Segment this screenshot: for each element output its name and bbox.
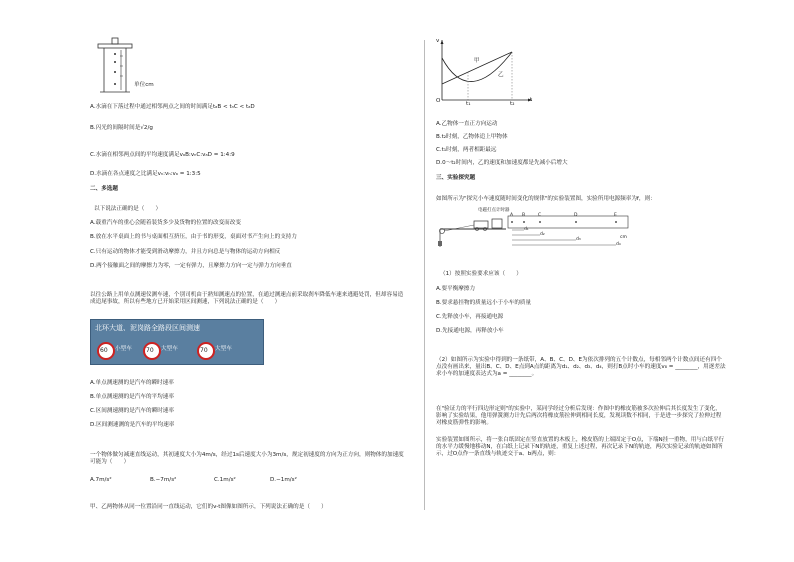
- option-b: B.放在水平桌面上的书与桌面相互挤压，由于书的形变，桌面对书产生向上的支持力: [90, 234, 297, 240]
- option-a: A.载重汽车的重心会随着装货多少及货物的位置的改变而改变: [90, 220, 241, 226]
- question-stem: 甲、乙两物体从同一位置沿同一直线运动，它们的v-t图像如图所示，下列说法正确的是（ ）: [90, 504, 327, 510]
- vt-graph: [434, 38, 534, 106]
- tape-dist-d4: d₄: [616, 242, 621, 247]
- tape-point-d: D: [574, 213, 578, 218]
- series-label-yi: 乙: [498, 72, 504, 78]
- tape-dist-d2: d₂: [540, 232, 545, 237]
- option-a: A.乙物体一直正方向运动: [436, 121, 498, 127]
- axis-v-label: v: [436, 38, 440, 44]
- tape-dist-d1: d₁: [524, 227, 529, 232]
- tape-point-a: A: [510, 213, 514, 218]
- paragraph: 在"验证力的平行四边形定则"的实验中，某同学经过分析后发现：作图中的橡皮筋被多次拉伸后其长度发生了变化，影响了实验结果，他用弹簧测力计先后两次将橡皮筋拉伸到相同长度，发现读数不相同，于是进一步探究了拉伸过程对橡皮筋弹性的影响。: [436, 406, 722, 426]
- speed-limit-60: 60: [97, 342, 115, 360]
- option-d: D.−1m/s²: [270, 477, 297, 483]
- tape-point-b: B: [522, 213, 526, 218]
- section-title-experiment: 三、实验探究题: [436, 175, 476, 181]
- device-label: 电磁打点计时器: [478, 208, 510, 213]
- option-a: A.水滴在下落过程中通过相邻两点之间的时间满足tₐB < tₙC < tₐD: [90, 104, 255, 110]
- option-d: D.两个接触面之间的摩擦力为零，一定有弹力，且摩擦力方向一定与弹力方向垂直: [90, 263, 292, 269]
- option-b: B.要求悬挂物的质量远小于小车的质量: [436, 300, 532, 306]
- speed-limit-70: 70: [197, 342, 215, 360]
- option-d: D.区间测速测的是汽车的平均速率: [90, 422, 175, 428]
- figure-unit-label: 单位cm: [134, 82, 154, 88]
- option-b: B.−7m/s²: [150, 477, 177, 483]
- tape-point-e: E: [614, 213, 617, 218]
- series-label-jia: 甲: [474, 58, 480, 64]
- sign-label-large: 大型车: [161, 346, 178, 352]
- option-d: D.0～t₂时间内，乙的速度和加速度都是先减小后增大: [436, 160, 568, 166]
- tape-dist-d3: d₃: [576, 237, 581, 242]
- question-stem: 以往公路上用单点测速仪测车速，个别司机由于熟知测速点的位置，在通过测速点前采取刹车降低车速来逃避处罚，但却容易造成追尾事故，所以有些地方已开始采用区间测速，下列说法正确的是（ ）: [90, 292, 404, 305]
- speed-limit-70: 70: [143, 342, 161, 360]
- option-b: B.闪光的间隔时间是√2/g: [90, 125, 153, 131]
- option-b: B.单点测速测的是汽车的平均速率: [90, 394, 174, 400]
- option-c: C.t₁时刻，两者相距最远: [436, 147, 497, 153]
- column-divider: [424, 40, 425, 510]
- section-title-multi-choice: 二、多选题: [90, 186, 118, 192]
- tick-label-t2: t₂: [510, 101, 515, 107]
- question-part-1: （1）按照实验要求应该（ ）: [440, 271, 522, 277]
- option-c: C.先释放小车，再接通电源: [436, 314, 504, 320]
- option-a: A.7m/s²: [90, 477, 112, 483]
- sign-text: 北环大道、泥岗路全路段区间测速: [95, 324, 200, 332]
- option-c: C.水滴在相邻两点间的平均速度满足vₐB:vₙC:vₐD = 1:4:9: [90, 152, 235, 158]
- option-d: D.水滴在各点速度之比满足vₙ:vₕ:vₐ = 1:3:5: [90, 171, 201, 177]
- option-a: A.单点测速测的是汽车的瞬时速率: [90, 380, 174, 386]
- question-part-2: （2）如图所示为实验中得到的一条纸带，A、B、C、D、E为依次排列的五个计数点，每相邻两个计数点间还有四个点没有画出来，量出B、C、D、E点到A点的距离为d₁、d₂、d₃、d₄，则打B点时小车的速度v₈ = ________，用逐差法求小车的加速度表达式为a = ________。: [436, 357, 726, 377]
- sign-label-large: 大型车: [215, 346, 232, 352]
- tick-label-t1: t₁: [466, 101, 471, 107]
- option-c: C.区间测速测的是汽车的瞬时速率: [90, 408, 174, 414]
- option-c: C.只有运动的物体才能受到滑动摩擦力，并且方向总是与物体的运动方向相反: [90, 249, 281, 255]
- axis-t-label: t: [530, 97, 533, 103]
- question-stem: 一个物体做匀减速直线运动，其初速度大小为4m/s，经过1s后速度大小为3m/s，规定初速度的方向为正方向，则物体的加速度可能为（ ）: [90, 452, 404, 465]
- paragraph: 实验装置如图所示，将一张白纸固定在竖直放置的木板上，橡皮筋的上端固定于O点，下端N挂一重物，用与白纸平行的水平力缓慢地移动N，在白纸上记录下N的轨迹，重复上述过程，再次记录下N的轨迹，两次实验记录的轨迹如图所示，过O点作一条直线与轨迹交于a、b两点，则：: [436, 437, 725, 457]
- tape-point-c: C: [538, 213, 542, 218]
- question-stem: 如图所示为"探究小车速度随时间变化的规律"的实验装置图，实验所用电源频率为f，则：: [436, 196, 656, 202]
- option-d: D.先接通电源，再释放小车: [436, 328, 504, 334]
- sign-label-small: 小型车: [115, 346, 132, 352]
- question-stem: 以下说法正确的是（ ）: [94, 206, 162, 212]
- tape-unit: cm: [620, 235, 627, 240]
- origin-label: O: [436, 98, 441, 104]
- speed-sign-photo: [90, 319, 264, 365]
- option-c: C.1m/s²: [214, 477, 236, 483]
- option-a: A.要平衡摩擦力: [436, 286, 476, 292]
- option-b: B.t₂时刻，乙物体追上甲物体: [436, 134, 508, 140]
